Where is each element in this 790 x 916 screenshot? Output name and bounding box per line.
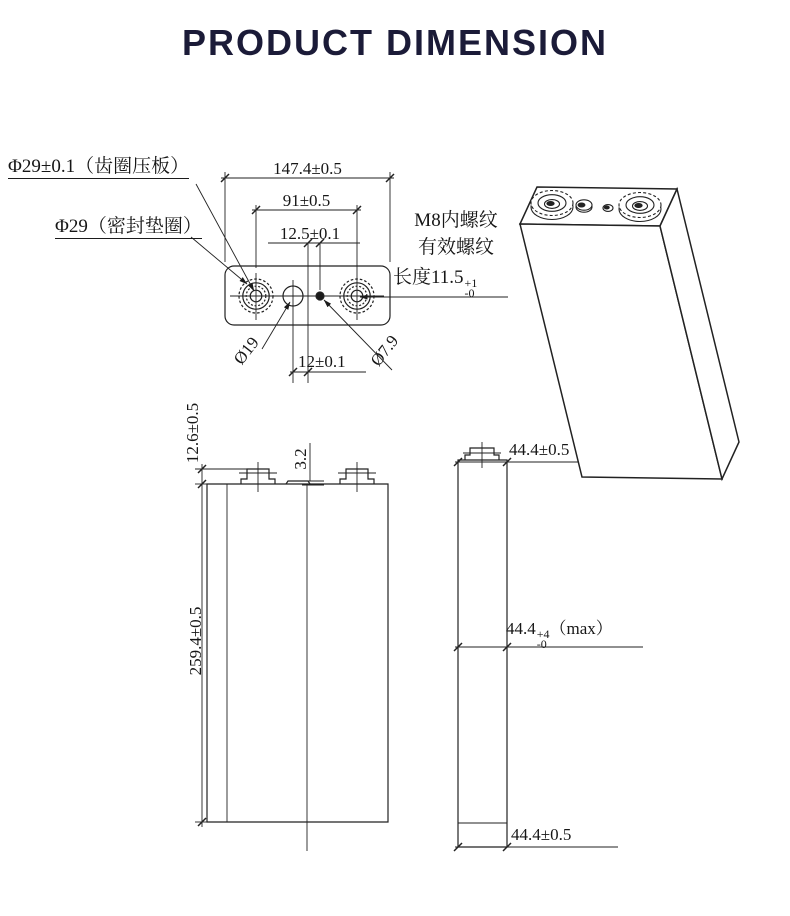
dim-pole-height-label: 12.6±0.5 [183, 402, 203, 464]
dim-body-height-label: 259.4±0.5 [186, 606, 206, 676]
gear-plate-label: Φ29±0.1（齿圈压板） [8, 156, 190, 177]
thread-length-value: 长度11.5 [393, 267, 464, 288]
thread-note-line3 [393, 268, 477, 298]
thread-note-line1: M8内螺纹 [414, 210, 498, 231]
cell-body-side [458, 460, 507, 847]
dim-pole-pitch-label: 91±0.5 [282, 191, 331, 210]
thread-note-line2: 有效螺纹 [417, 237, 494, 258]
cell-body-front [207, 484, 388, 822]
dim-147 [221, 172, 394, 262]
dim-side-bottom-label: 44.4±0.5 [511, 825, 572, 844]
max-tol-sup: +4 [536, 627, 550, 641]
front-view-drawing [195, 443, 388, 851]
max-thickness-value: 44.4 [506, 619, 536, 638]
dim-hole-offset-label: 12.5±0.1 [279, 224, 341, 243]
max-suffix: （max） [549, 619, 613, 638]
max-tol-sub: -0 [536, 637, 547, 651]
dim-overall-width-label: 147.4±0.5 [273, 159, 342, 178]
front-right-terminal [338, 462, 376, 492]
dim-side-bottom [454, 843, 618, 851]
dim-vent-offset-label: 12±0.1 [298, 352, 346, 371]
page-title: PRODUCT DIMENSION [181, 22, 608, 63]
vent-dia-label: Ø19 [229, 333, 263, 369]
dim-side-top-label: 44.4±0.5 [509, 440, 570, 459]
iso-vent [576, 200, 592, 212]
seal-gasket-leader [191, 237, 247, 284]
injection-hole [316, 292, 324, 300]
negative-terminal-topview [239, 273, 273, 320]
dim-vent-height-label: 3.2 [291, 448, 311, 470]
seal-gasket-label: Φ29（密封垫圈） [55, 216, 202, 237]
side-terminal [463, 442, 501, 468]
thread-tol-sup: +1 [464, 276, 478, 290]
iso-view-drawing [520, 187, 739, 479]
positive-terminal-topview [340, 205, 374, 320]
front-left-terminal [239, 462, 277, 492]
iso-injection-hole [603, 205, 613, 212]
thread-tol-sub: -0 [464, 286, 475, 300]
hole-dia-label: Ø7.9 [366, 331, 403, 370]
dim-side-max-label [506, 620, 613, 649]
